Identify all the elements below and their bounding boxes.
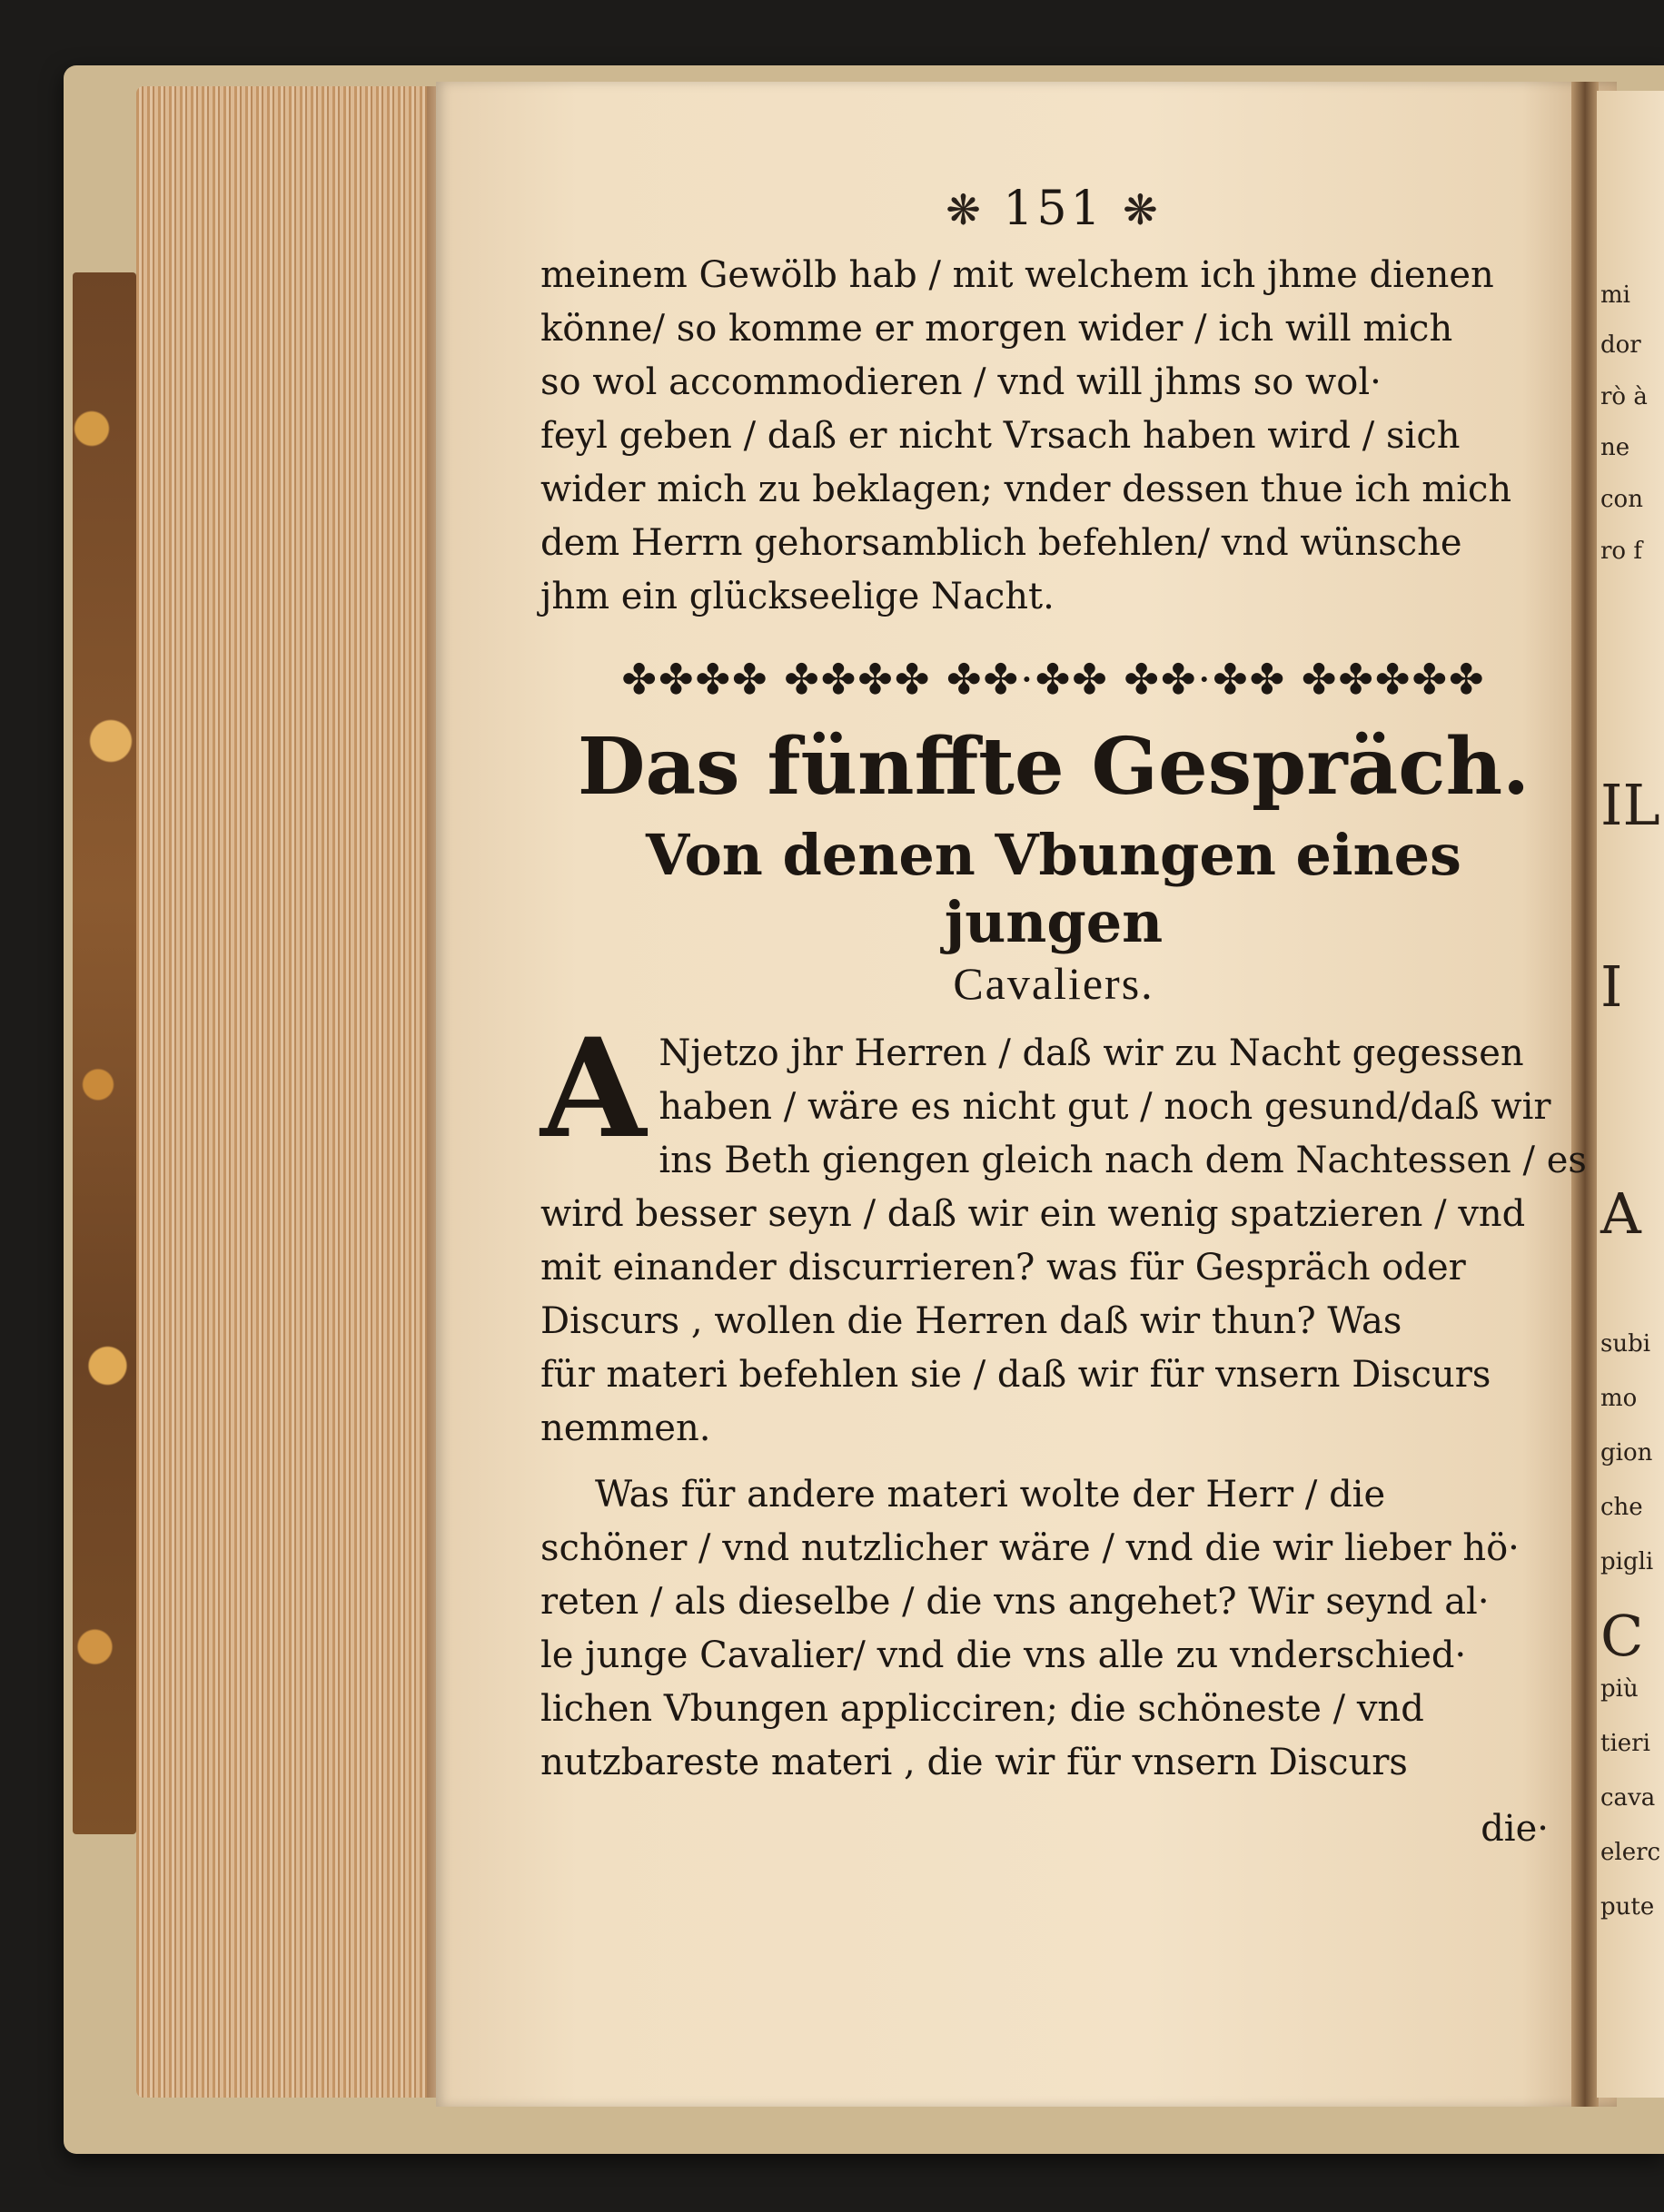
text-line: dem Herrn gehorsamblich befehlen/ vnd wünsche xyxy=(540,522,1462,564)
next-page-fragment: A xyxy=(1600,1180,1641,1247)
paragraph-2 xyxy=(540,1468,1567,1790)
text-line: lichen Vbungen applicciren; die schöneste / vnd xyxy=(540,1688,1424,1730)
ornamental-divider: ✤✤✤✤ ✤✤✤✤ ✤✤·✤✤ ✤✤·✤✤ ✤✤✤✤✤ xyxy=(621,655,1486,704)
text-line: wird besser seyn / daß wir ein wenig spatzieren / vnd xyxy=(540,1193,1526,1235)
next-page-fragment: rò à xyxy=(1600,383,1648,410)
text-line: Was für andere materi wolte der Herr / die xyxy=(595,1474,1386,1516)
text-line: so wol accommodieren / vnd will jhms so wol· xyxy=(540,361,1382,403)
next-page-fragment: cava xyxy=(1600,1784,1656,1812)
next-page-fragment: ne xyxy=(1600,434,1630,461)
text-line: meinem Gewölb hab / mit welchem ich jhme dienen xyxy=(540,254,1494,296)
page-number: 151 xyxy=(1003,182,1104,236)
text-line: ins Beth giengen gleich nach dem Nachtessen / es xyxy=(659,1140,1587,1181)
next-page-fragment: ro f xyxy=(1600,538,1642,565)
chapter-heading: Das fünffte Gespräch. xyxy=(577,721,1530,813)
next-page-fragment: mo xyxy=(1600,1385,1638,1412)
text-line: mit einander discurrieren? was für Gespräch oder xyxy=(540,1247,1466,1289)
chapter-subheading-2: Cavaliers. xyxy=(953,958,1154,1009)
text-line: nemmen. xyxy=(540,1407,711,1449)
drop-cap: A xyxy=(540,1009,647,1169)
next-page-fragment: C xyxy=(1600,1603,1644,1669)
paragraph-1 xyxy=(540,1009,1587,1456)
page-block-edges xyxy=(136,86,436,2098)
text-line: für materi befehlen sie / daß wir für vnsern Discurs xyxy=(540,1354,1491,1396)
next-page-fragment: con xyxy=(1600,486,1643,513)
text-line: könne/ so komme er morgen wider / ich will mich xyxy=(540,308,1453,350)
next-page-fragment: mi xyxy=(1600,281,1630,309)
next-page-fragment: più xyxy=(1600,1675,1639,1703)
book-gutter xyxy=(1571,82,1599,2107)
next-page-fragment: IL xyxy=(1600,772,1660,838)
page-text xyxy=(540,182,1587,1856)
page-number-row xyxy=(540,182,1567,236)
next-page-fragment: tieri xyxy=(1600,1730,1650,1757)
ornament-right-icon: ❋ xyxy=(1123,185,1162,234)
text-line: reten / als dieselbe / die vns angehet? Wir seynd al· xyxy=(540,1581,1490,1623)
next-page-fragment: gion xyxy=(1600,1439,1653,1466)
next-page-fragment: elerc xyxy=(1600,1839,1661,1866)
next-page-fragment: subi xyxy=(1600,1330,1651,1358)
chapter-subheading: Von denen Vbungen eines jungen xyxy=(646,822,1461,955)
marbled-endpaper xyxy=(73,272,136,1834)
text-line: Discurs , wollen die Herren daß wir thun? Was xyxy=(540,1300,1402,1342)
catchword: die· xyxy=(1481,1808,1549,1850)
ornament-left-icon: ❋ xyxy=(946,185,985,234)
next-page-fragment: dor xyxy=(1600,331,1641,359)
next-page-fragment: pute xyxy=(1600,1893,1655,1921)
text-line: feyl geben / daß er nicht Vrsach haben wird / sich xyxy=(540,415,1461,457)
next-page-fragment: pigli xyxy=(1600,1548,1654,1575)
text-line: haben / wäre es nicht gut / noch gesund/daß wir xyxy=(659,1086,1551,1128)
text-line: schöner / vnd nutzlicher wäre / vnd die wir lieber hö· xyxy=(540,1527,1520,1569)
text-line: wider mich zu beklagen; vnder dessen thue ich mich xyxy=(540,469,1512,510)
right-page-fragment xyxy=(1597,91,1664,2098)
text-line: nutzbareste materi , die wir für vnsern Discurs xyxy=(540,1742,1408,1783)
text-line: Njetzo jhr Herren / daß wir zu Nacht gegessen xyxy=(659,1032,1524,1074)
text-line: jhm ein glückseelige Nacht. xyxy=(540,576,1055,617)
next-page-fragment: I xyxy=(1600,953,1623,1020)
intro-paragraph xyxy=(540,249,1567,624)
next-page-fragment: che xyxy=(1600,1494,1643,1521)
text-line: le junge Cavalier/ vnd die vns alle zu vnderschied· xyxy=(540,1634,1467,1676)
